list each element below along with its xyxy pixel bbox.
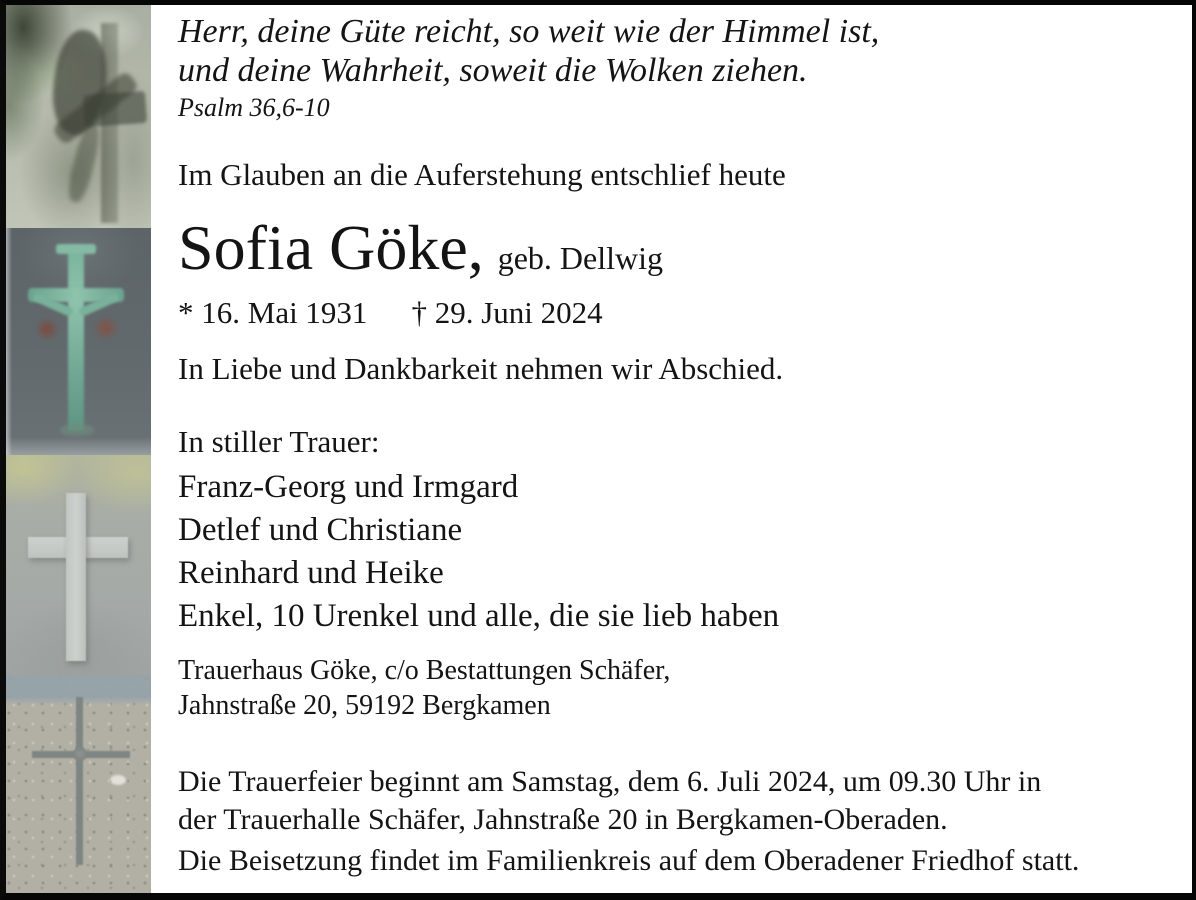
burial-announcement: Die Beisetzung findet im Familienkreis auf dem Oberadener Friedhof statt. xyxy=(178,844,1080,877)
quote-line-2: und deine Wahrheit, soweit die Wolken ziehen. xyxy=(178,52,808,89)
cross-knot xyxy=(73,747,87,761)
rust-patch-left xyxy=(36,316,58,342)
quote-line-1: Herr, deine Güte reicht, so weit wie der Himmel ist, xyxy=(178,13,880,50)
death-date: † 29. Juni 2024 xyxy=(411,295,603,330)
quote-source: Psalm 36,6-10 xyxy=(178,93,330,122)
maiden-name: geb. Dellwig xyxy=(497,240,664,276)
birth-date: * 16. Mai 1931 xyxy=(178,295,368,330)
verdigris-cross-icon xyxy=(68,246,84,431)
service-line-2: der Trauerhalle Schäfer, Jahnstraße 20 in Bergkamen-Oberaden. xyxy=(178,803,948,836)
stone-highlight xyxy=(110,775,126,785)
stone-relief-cross-icon xyxy=(66,493,86,661)
mourner-line: Franz-Georg und Irmgard xyxy=(178,469,519,505)
intro-line: Im Glauben an die Auferstehung entschlief heute xyxy=(178,157,786,192)
funeral-home-line-2: Jahnstraße 20, 59192 Bergkamen xyxy=(178,690,551,721)
mourner-line: Enkel, 10 Urenkel und alle, die sie lieb haben xyxy=(178,598,780,634)
service-line-1: Die Trauerfeier beginnt am Samstag, dem 6. Juli 2024, um 09.30 Uhr in xyxy=(178,765,1042,798)
funeral-home-line-1: Trauerhaus Göke, c/o Bestattungen Schäfer, xyxy=(178,655,671,686)
engraved-cross-icon xyxy=(76,697,83,865)
deceased-name: Sofia Göke, xyxy=(178,212,484,283)
mourning-heading: In stiller Trauer: xyxy=(178,424,380,459)
photo-panel-stone-cross xyxy=(6,455,151,675)
service-announcement xyxy=(178,763,1041,839)
rust-patch-right xyxy=(94,314,118,342)
grave-photos-strip xyxy=(6,5,151,893)
scripture-quote xyxy=(178,12,879,123)
farewell-line: In Liebe und Dankbarkeit nehmen wir Abschied. xyxy=(178,351,784,386)
photo-panel-verdigris-cross xyxy=(6,228,151,455)
mourners-list xyxy=(178,466,779,638)
photo-panel-forest-cross xyxy=(6,5,151,228)
life-dates xyxy=(178,295,603,331)
cross-base xyxy=(60,424,94,436)
mourner-line: Reinhard und Heike xyxy=(178,555,444,591)
funeral-home-address xyxy=(178,653,670,723)
name-line xyxy=(178,213,663,283)
mourner-line: Detlef und Christiane xyxy=(178,512,463,548)
cross-top-bar xyxy=(56,244,96,254)
photo-panel-engraved-cross xyxy=(6,675,151,893)
